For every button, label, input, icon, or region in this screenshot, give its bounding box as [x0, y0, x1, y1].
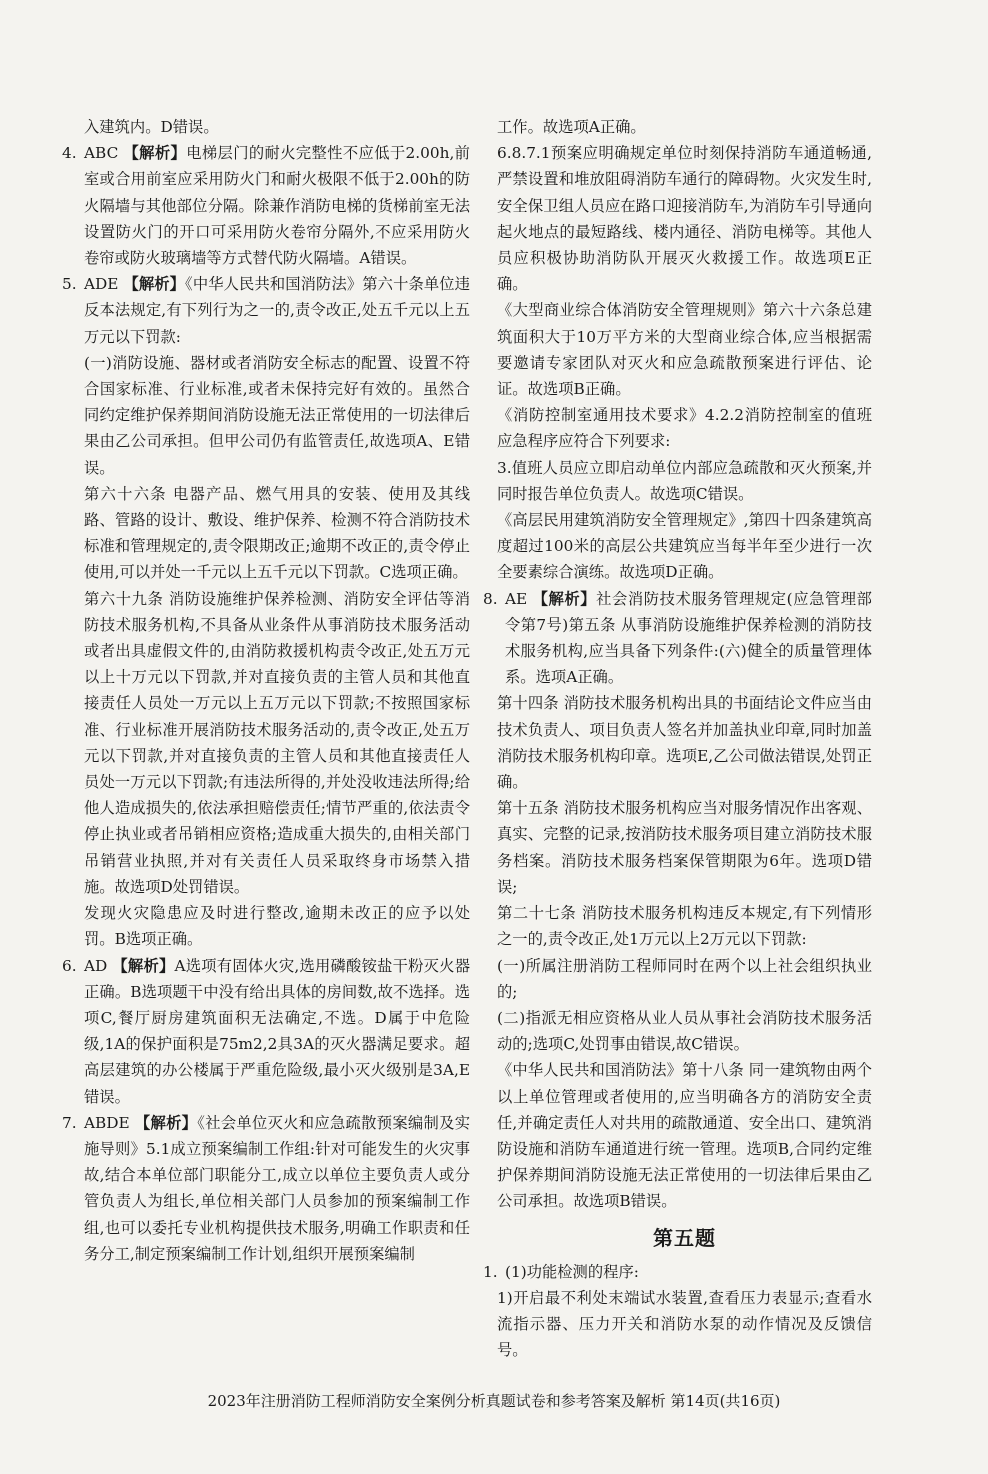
answer-item-5: [62, 271, 470, 350]
paragraph: (一)消防设施、器材或者消防安全标志的配置、设置不符合国家标准、行业标准,或者未保持完好有效的。虽然合同约定维护保养期间消防设施无法正常使用的一切法律后果由乙公司承担。但甲公司仍有监管责任,故选项A、E错误。: [84, 353, 470, 477]
analysis-tag: 【解析】: [134, 1113, 198, 1132]
paragraph: 发现火灾隐患应及时进行整改,逾期未改正的应予以处罚。B选项正确。: [84, 904, 470, 949]
answer-key: ABC: [84, 144, 119, 163]
answer-item-7: [62, 1110, 470, 1267]
answer-item-8: [483, 586, 872, 691]
paragraph: 工作。故选项A正确。: [497, 118, 646, 136]
analysis-tag: 【解析】: [123, 144, 187, 163]
item-number: 7.: [62, 1113, 77, 1132]
analysis-tag: 【解析】: [123, 275, 186, 294]
paragraph: 第十五条 消防技术服务机构应当对服务情况作出客观、真实、完整的记录,按消防技术服务项目建立消防技术服务档案。消防技术服务档案保管期限为6年。选项D错误;: [497, 799, 872, 896]
paragraph: 第六十九条 消防设施维护保养检测、消防安全评估等消防技术服务机构,不具备从业条件从事消防技术服务活动或者出具虚假文件的,由消防救援机构责令改正,处五万元以上十万元以下罚款,并对直接负责的主管人员和其他直接责任人员处一万元以上五万元以下罚款;不按照国家标准、行业标准开展消防技术服务活动的,责令改正,处五万元以下罚款,并对直接负责的主管人员和其他直接责任人员处一万元以下罚款;有违法所得的,并处没收违法所得;给他人造成损失的,依法承担赔偿责任;情节严重的,依法责令停止执业或者吊销相应资格;造成重大损失的,由相关部门吊销营业执照,并对有关责任人员采取终身市场禁入措施。故选项D处罚错误。: [84, 589, 470, 896]
analysis-text: 电梯层门的耐火完整性不应低于2.00h,前室或合用前室应采用防火门和耐火极限不低于2.00h的防火隔墙与其他部位分隔。除兼作消防电梯的货梯前室无法设置防火门的开口可采用防火卷帘分隔外,不应采用防火卷帘或防火玻璃墙等方式替代防火隔墙。A错误。: [84, 144, 470, 268]
item-text: (1)功能检测的程序:: [505, 1262, 639, 1281]
paragraph: 《消防控制室通用技术要求》4.2.2消防控制室的值班应急程序应符合下列要求:: [497, 406, 872, 451]
analysis-tag: 【解析】: [532, 589, 597, 608]
paragraph: 《中华人民共和国消防法》第十八条 同一建筑物由两个以上单位管理或者使用的,应当明确各方的消防安全责任,并确定责任人对共用的疏散通道、安全出口、建筑消防设施和消防车通道进行统一管理。选项B,合同约定维护保养期间消防设施无法正常使用的一切法律后果由乙公司承担。故选项B错误。: [497, 1061, 872, 1211]
analysis-text: 《社会单位灭火和应急疏散预案编制及实施导则》5.1成立预案编制工作组:针对可能发生的火灾事故,结合本单位部门职能分工,成立以单位主要负责人或分管负责人为组长,单位相关部门人员参加的预案编制工作组,也可以委托专业机构提供技术服务,明确工作职责和任务分工,制定预案编制工作计划,组织开展预案编制: [84, 1113, 470, 1263]
section-title: 第五题: [653, 1225, 716, 1250]
page-footer: 2023年注册消防工程师消防安全案例分析真题试卷和参考答案及解析 第14页(共16页): [207, 1392, 781, 1410]
paragraph: (二)指派无相应资格从业人员从事社会消防技术服务活动的;选项C,处罚事由错误,故C错误。: [497, 1008, 872, 1054]
answer-item-4: [62, 140, 470, 271]
analysis-text: A选项有固体火灾,选用磷酸铵盐干粉灭火器正确。B选项题干中没有给出具体的房间数,故不选择。选项C,餐厅厨房建筑面积无法确定,不选。D属于中危险级,1A的保护面积是75m2,2具3A的灭火器满足要求。超高层建筑的办公楼属于严重危险级,最小灭火级别是3A,E错误。: [84, 956, 470, 1106]
right-column: [483, 114, 872, 1364]
analysis-tag: 【解析】: [112, 956, 175, 975]
paragraph: 3.值班人员应立即启动单位内部应急疏散和灭火预案,并同时报告单位负责人。故选项C错误。: [497, 458, 872, 503]
paragraph: 第六十六条 电器产品、燃气用具的安装、使用及其线路、管路的设计、敷设、维护保养、检测不符合消防技术标准和管理规定的,责令限期改正;逾期不改正的,责令停止使用,可以并处一千元以上五千元以下罚款。C选项正确。: [84, 484, 470, 582]
item-number: 6.: [62, 956, 77, 975]
item-number: 4.: [62, 144, 77, 163]
item-number: 1.: [483, 1262, 498, 1281]
paragraph: 《大型商业综合体消防安全管理规则》第六十六条总建筑面积大于10万平方米的大型商业综合体,应当根据需要邀请专家团队对灭火和应急疏散预案进行评估、论证。故选项B正确。: [497, 301, 872, 399]
item-number: 8.: [483, 589, 498, 608]
paragraph: 第二十七条 消防技术服务机构违反本规定,有下列情形之一的,责令改正,处1万元以上2万元以下罚款:: [497, 904, 872, 949]
answer-key: AD: [84, 956, 108, 975]
paragraph: (一)所属注册消防工程师同时在两个以上社会组织执业的;: [497, 956, 872, 1001]
paragraph: 入建筑内。D错误。: [84, 118, 219, 136]
analysis-text: 《中华人民共和国消防法》第六十条单位违反本法规定,有下列行为之一的,责令改正,处五千元以上五万元以下罚款:: [84, 275, 470, 346]
left-column: [62, 114, 470, 1267]
paragraph: 《高层民用建筑消防安全管理规定》,第四十四条建筑高度超过100米的高层公共建筑应当每半年至少进行一次全要素综合演练。故选项D正确。: [497, 511, 872, 582]
answer-item-1: [483, 1259, 872, 1285]
answer-key: ADE: [84, 275, 119, 294]
paragraph: 1)开启最不利处末端试水装置,查看压力表显示;查看水流指示器、压力开关和消防水泵的动作情况及反馈信号。: [497, 1288, 872, 1360]
answer-key: AE: [505, 589, 528, 608]
analysis-text: 社会消防技术服务管理规定(应急管理部令第7号)第五条 从事消防设施维护保养检测的消防技术服务机构,应当具备下列条件:(六)健全的质量管理体系。选项A正确。: [505, 589, 872, 687]
paragraph: 第十四条 消防技术服务机构出具的书面结论文件应当由技术负责人、项目负责人签名并加盖执业印章,同时加盖消防技术服务机构印章。选项E,乙公司做法错误,处罚正确。: [497, 694, 872, 792]
paragraph: 6.8.7.1预案应明确规定单位时刻保持消防车通道畅通,严禁设置和堆放阻碍消防车通行的障碍物。火灾发生时,安全保卫组人员应在路口迎接消防车,为消防车引导通向起火地点的最短路线、楼内通径、消防电梯等。其他人员应积极协助消防队开展灭火救援工作。故选项E正确。: [497, 144, 872, 294]
item-number: 5.: [62, 275, 77, 294]
answer-key: ABDE: [84, 1113, 130, 1132]
answer-item-6: [62, 953, 470, 1110]
